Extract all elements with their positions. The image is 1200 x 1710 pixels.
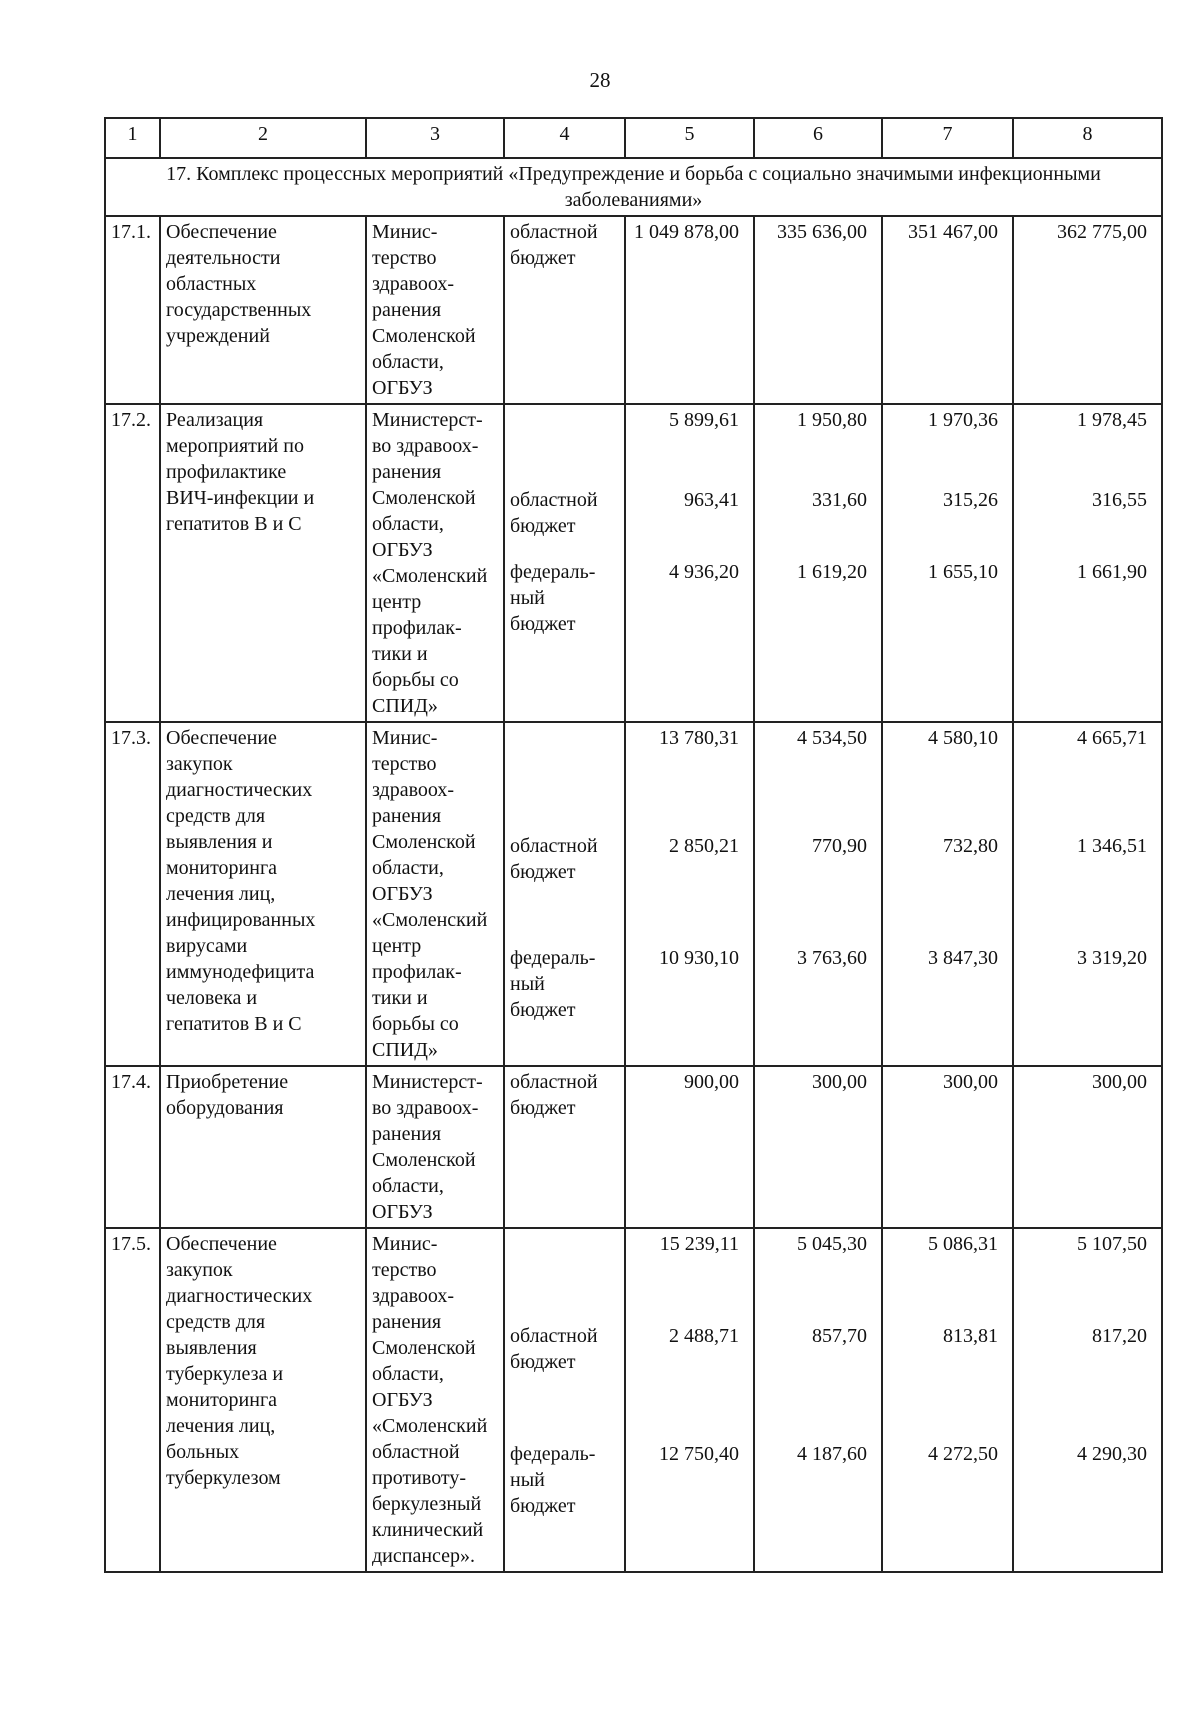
table-row <box>105 1228 1162 1572</box>
executor-line: Минис- <box>372 727 438 749</box>
activity-name-line: мероприятий по <box>166 435 304 457</box>
executor-line: области, <box>372 1175 444 1197</box>
column-number: 4 <box>504 118 625 158</box>
activity-name-line: ВИЧ-инфекции и <box>166 487 315 509</box>
executor-line: терство <box>372 753 437 775</box>
source-amount: 351 467,00 <box>908 221 998 243</box>
activity-name-line: лечения лиц, <box>166 883 276 905</box>
funding-source-line: областной <box>510 489 598 511</box>
column-number: 1 <box>105 118 160 158</box>
row-id: 17.5. <box>105 1228 160 1572</box>
source-amount: 813,81 <box>943 1325 998 1347</box>
amount-cell <box>1013 404 1162 722</box>
activity-name-line: выявления <box>166 1337 257 1359</box>
executor-line: ранения <box>372 461 442 483</box>
activity-name-line: мониторинга <box>166 857 278 879</box>
executor-line: центр <box>372 935 422 957</box>
funding-source-line: ный <box>510 587 545 609</box>
executor <box>366 1228 504 1572</box>
source-amount: 817,20 <box>1092 1325 1147 1347</box>
executor-line: «Смоленский <box>372 909 488 931</box>
activity-name-line: закупок <box>166 1259 233 1281</box>
executor-line: беркулезный <box>372 1493 482 1515</box>
activity-name-line: вирусами <box>166 935 248 957</box>
amount-cell <box>754 722 882 1066</box>
executor-line: области, <box>372 1363 444 1385</box>
source-amount: 3 319,20 <box>1077 947 1147 969</box>
activity-name-line: больных <box>166 1441 240 1463</box>
executor-line: ОГБУЗ <box>372 539 433 561</box>
funding-source-line: областной <box>510 221 598 243</box>
amount-cell <box>882 722 1013 1066</box>
amount-cell <box>882 1066 1013 1228</box>
executor-line: здравоох- <box>372 273 455 295</box>
source-amount: 1 346,51 <box>1077 835 1147 857</box>
executor-line: «Смоленский <box>372 1415 488 1437</box>
activity-name-line: гепатитов В и С <box>166 1013 302 1035</box>
funding-source-line: областной <box>510 835 598 857</box>
funding-source-label <box>510 833 598 885</box>
funding-source-line: федераль- <box>510 947 596 969</box>
activity-name-line: профилактике <box>166 461 287 483</box>
activity-name <box>160 404 366 722</box>
executor-line: тики и <box>372 987 428 1009</box>
executor-line: центр <box>372 591 422 613</box>
executor-line: Министерст- <box>372 1071 483 1093</box>
amount-cell <box>1013 722 1162 1066</box>
total-amount: 13 780,31 <box>659 727 739 749</box>
activity-name-line: деятельности <box>166 247 281 269</box>
executor-line: области, <box>372 351 444 373</box>
executor-line: Смоленской <box>372 831 476 853</box>
row-id: 17.1. <box>105 216 160 404</box>
source-amount: 963,41 <box>684 489 739 511</box>
funding-source-line: бюджет <box>510 1097 576 1119</box>
table-row <box>105 404 1162 722</box>
funding-source-label <box>510 559 595 637</box>
activity-name-line: лечения лиц, <box>166 1415 276 1437</box>
funding-source-label <box>510 487 598 539</box>
executor-line: здравоох- <box>372 1285 455 1307</box>
funding-source <box>504 404 625 722</box>
column-number: 8 <box>1013 118 1162 158</box>
funding-source-label <box>510 1323 598 1375</box>
activity-name <box>160 216 366 404</box>
amount-cell <box>625 404 754 722</box>
activity-name-line: человека и <box>166 987 258 1009</box>
total-amount: 5 045,30 <box>797 1233 867 1255</box>
executor-line: ранения <box>372 805 442 827</box>
funding-source-line: бюджет <box>510 999 576 1021</box>
source-amount: 770,90 <box>812 835 867 857</box>
amount-cell <box>882 216 1013 404</box>
executor-line: области, <box>372 513 444 535</box>
table-row <box>105 722 1162 1066</box>
activity-name-line: Приобретение <box>166 1071 289 1093</box>
column-number-row <box>105 118 1162 158</box>
source-amount: 1 655,10 <box>928 561 998 583</box>
executor-line: Министерст- <box>372 409 483 431</box>
funding-source-line: бюджет <box>510 861 576 883</box>
funding-source-line: областной <box>510 1325 598 1347</box>
row-id: 17.3. <box>105 722 160 1066</box>
activity-name-line: мониторинга <box>166 1389 278 1411</box>
source-amount: 10 930,10 <box>659 947 739 969</box>
executor-line: диспансер». <box>372 1545 476 1567</box>
amount-cell <box>625 1228 754 1572</box>
amount-cell <box>1013 1066 1162 1228</box>
executor-line: ОГБУЗ <box>372 377 433 399</box>
executor-line: терство <box>372 1259 437 1281</box>
activity-name-line: средств для <box>166 805 266 827</box>
activity-name-line: средств для <box>166 1311 266 1333</box>
total-amount: 1 970,36 <box>928 409 998 431</box>
executor-line: клинический <box>372 1519 484 1541</box>
total-amount: 4 665,71 <box>1077 727 1147 749</box>
amount-cell <box>882 404 1013 722</box>
executor-line: терство <box>372 247 437 269</box>
executor-line: Смоленской <box>372 1149 476 1171</box>
table-row <box>105 216 1162 404</box>
source-amount: 3 763,60 <box>797 947 867 969</box>
executor <box>366 404 504 722</box>
funding-source-line: федераль- <box>510 561 596 583</box>
executor-line: во здравоох- <box>372 1097 479 1119</box>
funding-source-label <box>510 945 595 1023</box>
amount-cell <box>625 722 754 1066</box>
activity-name-line: Обеспечение <box>166 1233 277 1255</box>
source-amount: 331,60 <box>812 489 867 511</box>
source-amount: 335 636,00 <box>777 221 867 243</box>
activity-name-line: туберкулеза и <box>166 1363 284 1385</box>
activity-name-line: диагностических <box>166 779 313 801</box>
executor-line: борьбы со <box>372 669 459 691</box>
funding-source <box>504 1066 625 1228</box>
activity-name-line: Реализация <box>166 409 264 431</box>
executor-line: Минис- <box>372 1233 438 1255</box>
row-id: 17.4. <box>105 1066 160 1228</box>
total-amount: 5 107,50 <box>1077 1233 1147 1255</box>
source-amount: 2 488,71 <box>669 1325 739 1347</box>
executor <box>366 216 504 404</box>
funding-source-line: бюджет <box>510 1351 576 1373</box>
activity-name-line: туберкулезом <box>166 1467 281 1489</box>
budget-table <box>104 117 1163 1573</box>
funding-source <box>504 216 625 404</box>
source-amount: 857,70 <box>812 1325 867 1347</box>
total-amount: 1 978,45 <box>1077 409 1147 431</box>
funding-source-line: областной <box>510 1071 598 1093</box>
funding-source-line: ный <box>510 1469 545 1491</box>
activity-name-line: иммунодефицита <box>166 961 315 983</box>
funding-source <box>504 722 625 1066</box>
executor-line: ОГБУЗ <box>372 1201 433 1223</box>
executor-line: Смоленской <box>372 487 476 509</box>
executor-line: во здравоох- <box>372 435 479 457</box>
amount-cell <box>754 404 882 722</box>
funding-source-label <box>510 219 598 271</box>
source-amount: 300,00 <box>943 1071 998 1093</box>
source-amount: 4 187,60 <box>797 1443 867 1465</box>
activity-name-line: Обеспечение <box>166 221 277 243</box>
source-amount: 315,26 <box>943 489 998 511</box>
total-amount: 1 950,80 <box>797 409 867 431</box>
source-amount: 362 775,00 <box>1057 221 1147 243</box>
funding-source-label <box>510 1069 598 1121</box>
executor-line: «Смоленский <box>372 565 488 587</box>
source-amount: 300,00 <box>812 1071 867 1093</box>
row-id: 17.2. <box>105 404 160 722</box>
executor-line: Минис- <box>372 221 438 243</box>
activity-name-line: гепатитов В и С <box>166 513 302 535</box>
total-amount: 5 086,31 <box>928 1233 998 1255</box>
executor-line: области, <box>372 857 444 879</box>
funding-source-line: бюджет <box>510 515 576 537</box>
source-amount: 1 619,20 <box>797 561 867 583</box>
activity-name-line: выявления и <box>166 831 273 853</box>
executor-line: здравоох- <box>372 779 455 801</box>
activity-name-line: оборудования <box>166 1097 284 1119</box>
activity-name-line: Обеспечение <box>166 727 277 749</box>
executor-line: ОГБУЗ <box>372 883 433 905</box>
executor-line: ранения <box>372 299 442 321</box>
source-amount: 732,80 <box>943 835 998 857</box>
table-body <box>105 216 1162 1572</box>
source-amount: 1 661,90 <box>1077 561 1147 583</box>
executor-line: областной <box>372 1441 460 1463</box>
column-number: 3 <box>366 118 504 158</box>
funding-source-line: ный <box>510 973 545 995</box>
table-row <box>105 1066 1162 1228</box>
total-amount: 5 899,61 <box>669 409 739 431</box>
source-amount: 4 936,20 <box>669 561 739 583</box>
column-number: 6 <box>754 118 882 158</box>
activity-name <box>160 1228 366 1572</box>
activity-name-line: учреждений <box>166 325 270 347</box>
executor-line: ранения <box>372 1123 442 1145</box>
executor-line: ранения <box>372 1311 442 1333</box>
page-number: 28 <box>589 68 611 92</box>
total-amount: 15 239,11 <box>659 1233 739 1255</box>
total-amount: 4 534,50 <box>797 727 867 749</box>
amount-cell <box>882 1228 1013 1572</box>
column-number: 2 <box>160 118 366 158</box>
amount-cell <box>754 216 882 404</box>
section-row <box>105 158 1162 216</box>
column-number: 7 <box>882 118 1013 158</box>
executor-line: Смоленской <box>372 325 476 347</box>
source-amount: 4 290,30 <box>1077 1443 1147 1465</box>
amount-cell <box>1013 1228 1162 1572</box>
executor-line: профилак- <box>372 617 462 639</box>
executor-line: борьбы со <box>372 1013 459 1035</box>
executor-line: профилак- <box>372 961 462 983</box>
funding-source-line: бюджет <box>510 247 576 269</box>
source-amount: 2 850,21 <box>669 835 739 857</box>
executor-line: СПИД» <box>372 695 438 717</box>
amount-cell <box>625 216 754 404</box>
funding-source-line: бюджет <box>510 1495 576 1517</box>
total-amount: 4 580,10 <box>928 727 998 749</box>
executor-line: ОГБУЗ <box>372 1389 433 1411</box>
executor <box>366 722 504 1066</box>
executor-line: Смоленской <box>372 1337 476 1359</box>
amount-cell <box>625 1066 754 1228</box>
activity-name-line: закупок <box>166 753 233 775</box>
source-amount: 4 272,50 <box>928 1443 998 1465</box>
source-amount: 12 750,40 <box>659 1443 739 1465</box>
amount-cell <box>754 1066 882 1228</box>
executor <box>366 1066 504 1228</box>
activity-name-line: областных <box>166 273 257 295</box>
source-amount: 3 847,30 <box>928 947 998 969</box>
source-amount: 316,55 <box>1092 489 1147 511</box>
column-number: 5 <box>625 118 754 158</box>
funding-source <box>504 1228 625 1572</box>
amount-cell <box>1013 216 1162 404</box>
activity-name-line: диагностических <box>166 1285 313 1307</box>
activity-name <box>160 722 366 1066</box>
amount-cell <box>754 1228 882 1572</box>
funding-source-line: бюджет <box>510 613 576 635</box>
activity-name <box>160 1066 366 1228</box>
source-amount: 900,00 <box>684 1071 739 1093</box>
executor-line: тики и <box>372 643 428 665</box>
funding-source-line: федераль- <box>510 1443 596 1465</box>
source-amount: 300,00 <box>1092 1071 1147 1093</box>
executor-line: СПИД» <box>372 1039 438 1061</box>
section-title: 17. Комплекс процессных мероприятий «Предупреждение и борьба с социально значимыми инфекционными заболеваниями» <box>105 158 1162 216</box>
activity-name-line: государственных <box>166 299 312 321</box>
source-amount: 1 049 878,00 <box>634 221 739 243</box>
activity-name-line: инфицированных <box>166 909 316 931</box>
funding-source-label <box>510 1441 595 1519</box>
executor-line: противоту- <box>372 1467 467 1489</box>
